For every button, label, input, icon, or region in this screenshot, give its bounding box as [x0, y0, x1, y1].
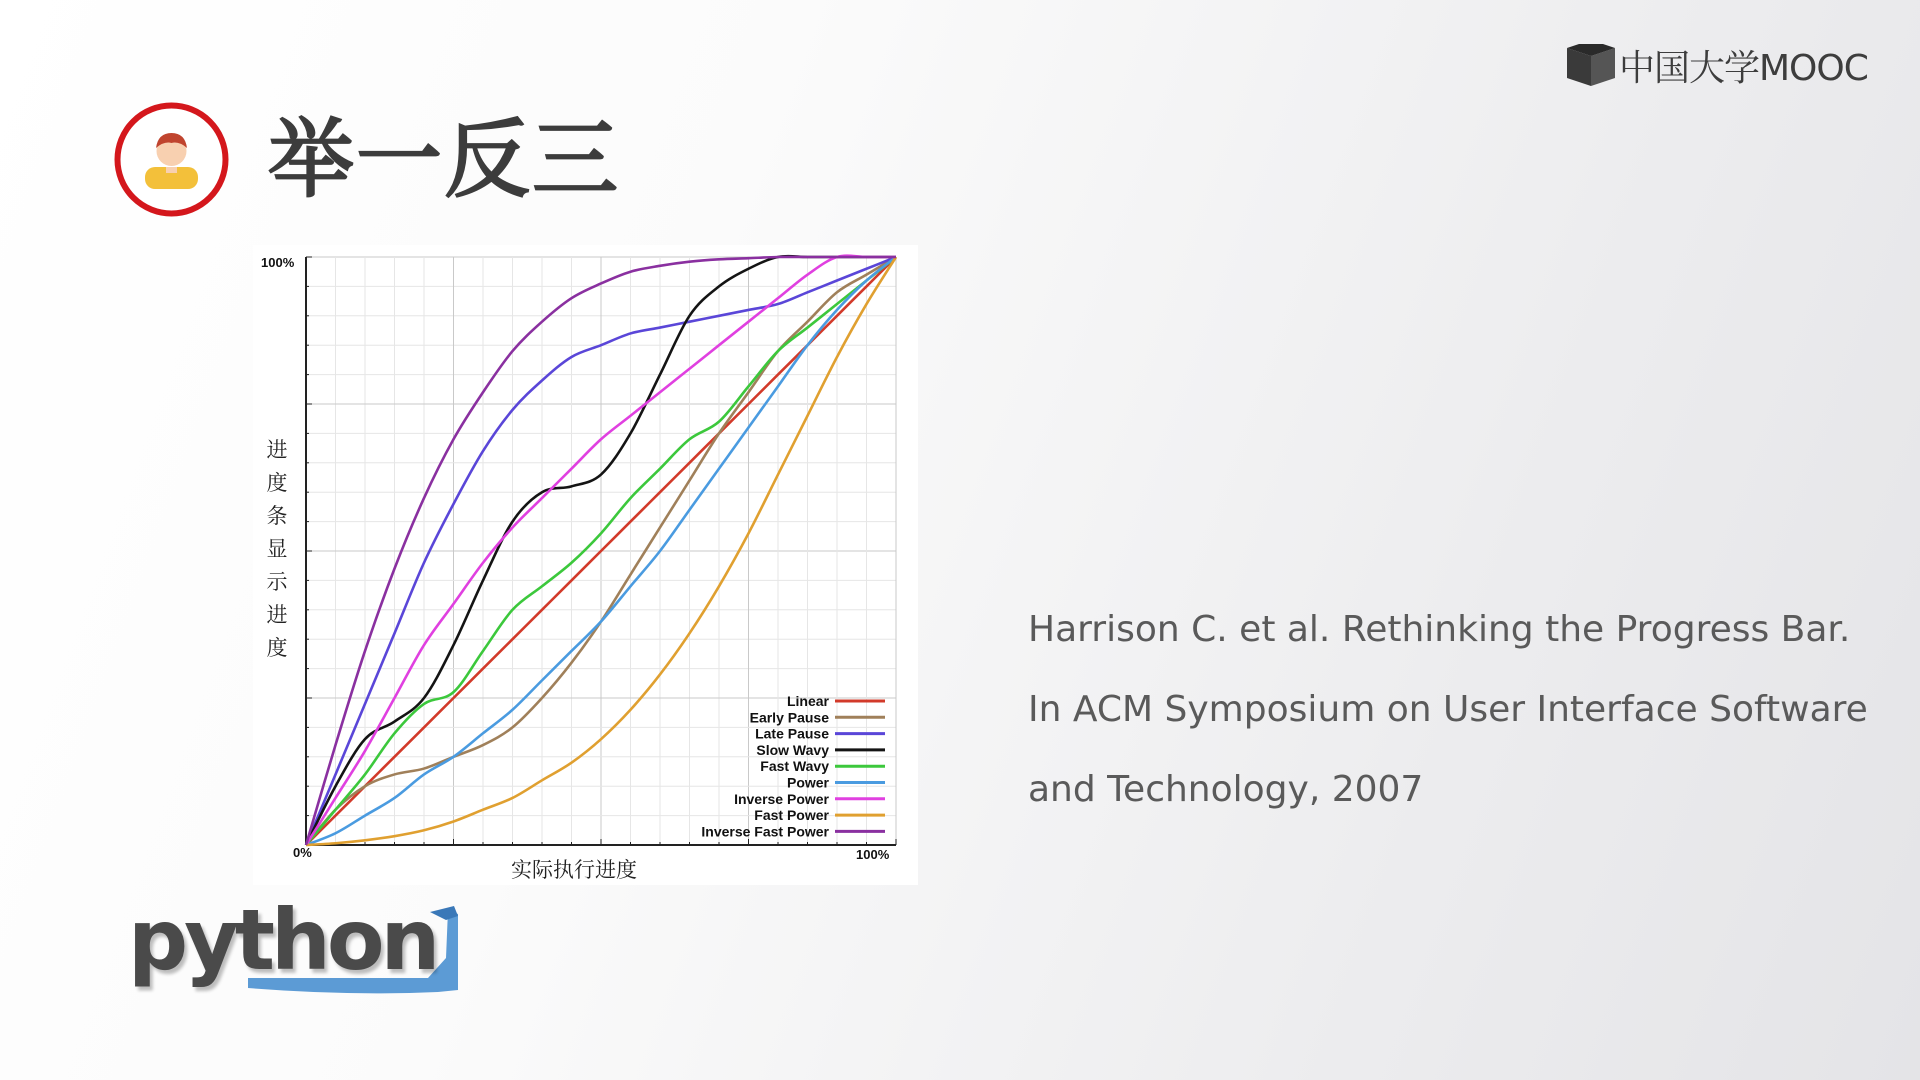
legend-label: Slow Wavy — [756, 741, 829, 758]
citation-line-3: and Technology, 2007 — [1028, 769, 1424, 810]
legend-label: Linear — [786, 693, 829, 709]
y-tick-label-100: 100% — [261, 255, 295, 270]
legend-label: Fast Wavy — [760, 758, 829, 775]
x-tick-label-0: 0% — [293, 845, 312, 860]
python-logo-text: python — [128, 891, 437, 989]
y-axis-label: 进度条显示进度 — [266, 438, 288, 660]
x-axis-label: 实际执行进度 — [511, 858, 637, 882]
citation-line-2: In ACM Symposium on User Interface Software — [1028, 689, 1868, 730]
teacher-avatar-icon — [113, 101, 230, 218]
chart-legend — [701, 693, 885, 839]
page-title: 举一反三 — [268, 110, 620, 210]
brand-logo — [1565, 40, 1868, 90]
brand-logo-text: 中国大学MOOC — [1619, 47, 1868, 89]
citation — [1028, 590, 1908, 830]
chart-panel — [253, 245, 918, 885]
legend-label: Inverse Fast Power — [701, 823, 829, 840]
legend-label: Early Pause — [749, 709, 829, 726]
python-logo — [128, 890, 458, 1000]
legend-label: Fast Power — [754, 807, 829, 824]
x-tick-label-100: 100% — [856, 847, 890, 862]
progress-curves-chart — [253, 245, 918, 885]
legend-label: Late Pause — [755, 725, 829, 742]
legend-label: Power — [786, 774, 829, 791]
legend-label: Inverse Power — [734, 790, 829, 807]
book-icon — [1565, 42, 1617, 88]
citation-line-1: Harrison C. et al. Rethinking the Progress Bar. — [1028, 609, 1851, 650]
